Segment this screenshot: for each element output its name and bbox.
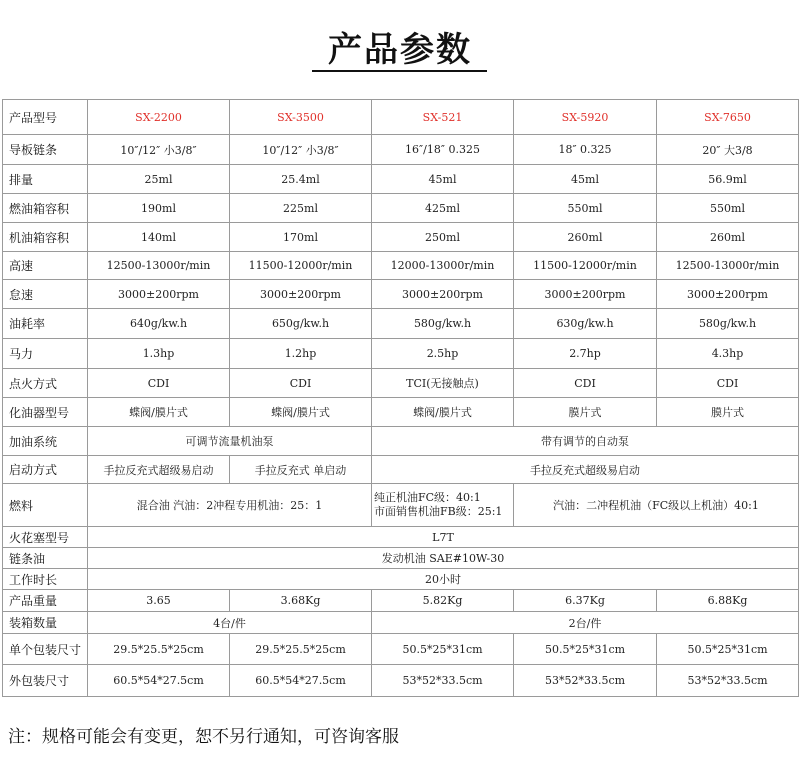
row-label: 工作时长 — [3, 569, 88, 590]
row-label: 机油箱容积 — [3, 223, 88, 252]
row-fuel-system — [3, 427, 799, 456]
title-underline — [312, 70, 487, 72]
value-cell: 45ml — [514, 165, 657, 194]
value-cell: 2.5hp — [372, 339, 514, 369]
model-cell: SX-521 — [372, 100, 514, 135]
value-cell: 640g/kw.h — [88, 309, 230, 339]
value-cell: 手拉反充式 单启动 — [230, 456, 372, 484]
value-cell: 蝶阀/膜片式 — [88, 398, 230, 427]
value-cell: 580g/kw.h — [657, 309, 799, 339]
value-cell: TCI(无接触点) — [372, 369, 514, 398]
value-cell: 4.3hp — [657, 339, 799, 369]
value-cell: 3000±200rpm — [514, 280, 657, 309]
value-cell: 5.82Kg — [372, 590, 514, 612]
value-cell: 20小时 — [88, 569, 799, 590]
value-cell: 190ml — [88, 194, 230, 223]
value-cell: 手拉反充式超级易启动 — [372, 456, 799, 484]
spec-row — [3, 194, 799, 223]
fuel-line: 纯正机油FC级：40:1 — [374, 491, 481, 504]
value-cell: 发动机油 SAE#10W-30 — [88, 548, 799, 569]
value-cell: 10″/12″ 小3/8″ — [88, 135, 230, 165]
value-cell: 60.5*54*27.5cm — [230, 665, 372, 697]
value-cell: 汽油：二冲程机油（FC级以上机油）40:1 — [514, 484, 799, 527]
row-label: 化油器型号 — [3, 398, 88, 427]
row-label: 燃料 — [3, 484, 88, 527]
row-label: 外包装尺寸 — [3, 665, 88, 697]
disclaimer-note: 注：规格可能会有变更，恕不另行通知，可咨询客服 — [8, 727, 399, 747]
value-cell: 53*52*33.5cm — [514, 665, 657, 697]
spec-row — [3, 165, 799, 194]
value-cell: 带有调节的自动泵 — [372, 427, 799, 456]
value-cell: 53*52*33.5cm — [372, 665, 514, 697]
spec-table — [2, 99, 799, 697]
spec-row — [3, 252, 799, 280]
value-cell: 可调节流量机油泵 — [88, 427, 372, 456]
value-cell: 3000±200rpm — [657, 280, 799, 309]
row-label: 单个包装尺寸 — [3, 634, 88, 665]
value-cell: 3.65 — [88, 590, 230, 612]
row-spark-plug — [3, 527, 799, 548]
value-cell: 3000±200rpm — [230, 280, 372, 309]
value-cell: 550ml — [657, 194, 799, 223]
row-model — [3, 100, 799, 135]
row-label: 马力 — [3, 339, 88, 369]
row-label: 火花塞型号 — [3, 527, 88, 548]
value-cell: 25.4ml — [230, 165, 372, 194]
value-cell: 11500-12000r/min — [230, 252, 372, 280]
value-cell: 10″/12″ 小3/8″ — [230, 135, 372, 165]
row-label: 排量 — [3, 165, 88, 194]
row-weight — [3, 590, 799, 612]
value-cell: 580g/kw.h — [372, 309, 514, 339]
spec-row — [3, 135, 799, 165]
value-cell: 手拉反充式超级易启动 — [88, 456, 230, 484]
spec-row — [3, 280, 799, 309]
value-cell: 11500-12000r/min — [514, 252, 657, 280]
value-cell: 550ml — [514, 194, 657, 223]
row-label: 加油系统 — [3, 427, 88, 456]
model-cell: SX-2200 — [88, 100, 230, 135]
model-cell: SX-3500 — [230, 100, 372, 135]
spec-row — [3, 309, 799, 339]
value-cell: 蝶阀/膜片式 — [372, 398, 514, 427]
row-label: 燃油箱容积 — [3, 194, 88, 223]
row-label: 油耗率 — [3, 309, 88, 339]
value-cell: 50.5*25*31cm — [372, 634, 514, 665]
row-outer-size — [3, 665, 799, 697]
row-packing-qty — [3, 612, 799, 634]
value-cell: 16″/18″ 0.325 — [372, 135, 514, 165]
value-cell: 50.5*25*31cm — [657, 634, 799, 665]
value-cell: 170ml — [230, 223, 372, 252]
value-cell: 45ml — [372, 165, 514, 194]
row-label: 导板链条 — [3, 135, 88, 165]
value-cell: 29.5*25.5*25cm — [88, 634, 230, 665]
value-cell: 650g/kw.h — [230, 309, 372, 339]
value-cell: 425ml — [372, 194, 514, 223]
value-cell: CDI — [514, 369, 657, 398]
spec-row — [3, 398, 799, 427]
row-fuel — [3, 484, 799, 527]
value-cell: CDI — [88, 369, 230, 398]
value-cell: 630g/kw.h — [514, 309, 657, 339]
row-label: 点火方式 — [3, 369, 88, 398]
row-label: 产品型号 — [3, 100, 88, 135]
value-cell: 260ml — [514, 223, 657, 252]
value-cell: 6.88Kg — [657, 590, 799, 612]
row-label: 装箱数量 — [3, 612, 88, 634]
value-cell: 56.9ml — [657, 165, 799, 194]
value-cell: 膜片式 — [657, 398, 799, 427]
value-cell: 3000±200rpm — [372, 280, 514, 309]
spec-row — [3, 223, 799, 252]
value-cell: 53*52*33.5cm — [657, 665, 799, 697]
value-cell: 2.7hp — [514, 339, 657, 369]
value-cell: 60.5*54*27.5cm — [88, 665, 230, 697]
spec-row — [3, 339, 799, 369]
value-cell: CDI — [657, 369, 799, 398]
value-cell: 3000±200rpm — [88, 280, 230, 309]
model-cell: SX-5920 — [514, 100, 657, 135]
value-cell: 25ml — [88, 165, 230, 194]
value-cell: 2台/件 — [372, 612, 799, 634]
value-cell: 1.2hp — [230, 339, 372, 369]
row-label: 链条油 — [3, 548, 88, 569]
value-cell: 1.3hp — [88, 339, 230, 369]
value-cell: 29.5*25.5*25cm — [230, 634, 372, 665]
value-cell: 50.5*25*31cm — [514, 634, 657, 665]
model-cell: SX-7650 — [657, 100, 799, 135]
value-cell: 250ml — [372, 223, 514, 252]
row-chain-oil — [3, 548, 799, 569]
value-cell: 4台/件 — [88, 612, 372, 634]
value-cell: 140ml — [88, 223, 230, 252]
value-cell: 20″ 大3/8 — [657, 135, 799, 165]
page-title: 产品参数 — [328, 30, 472, 70]
row-label: 高速 — [3, 252, 88, 280]
value-cell: CDI — [230, 369, 372, 398]
value-cell: 225ml — [230, 194, 372, 223]
value-cell: 12000-13000r/min — [372, 252, 514, 280]
row-work-time — [3, 569, 799, 590]
value-cell: L7T — [88, 527, 799, 548]
value-cell: 18″ 0.325 — [514, 135, 657, 165]
value-cell: 3.68Kg — [230, 590, 372, 612]
value-cell: 6.37Kg — [514, 590, 657, 612]
row-start-method — [3, 456, 799, 484]
row-unit-size — [3, 634, 799, 665]
value-cell: 12500-13000r/min — [657, 252, 799, 280]
row-label: 产品重量 — [3, 590, 88, 612]
fuel-line: 市面销售机油FB级：25:1 — [374, 505, 503, 518]
value-cell: 膜片式 — [514, 398, 657, 427]
value-cell: 260ml — [657, 223, 799, 252]
row-label: 启动方式 — [3, 456, 88, 484]
value-cell: 蝶阀/膜片式 — [230, 398, 372, 427]
value-cell: 混合油 汽油：2冲程专用机油：25：1 — [88, 484, 372, 527]
value-cell: 12500-13000r/min — [88, 252, 230, 280]
value-cell — [372, 484, 514, 527]
spec-row — [3, 369, 799, 398]
row-label: 怠速 — [3, 280, 88, 309]
